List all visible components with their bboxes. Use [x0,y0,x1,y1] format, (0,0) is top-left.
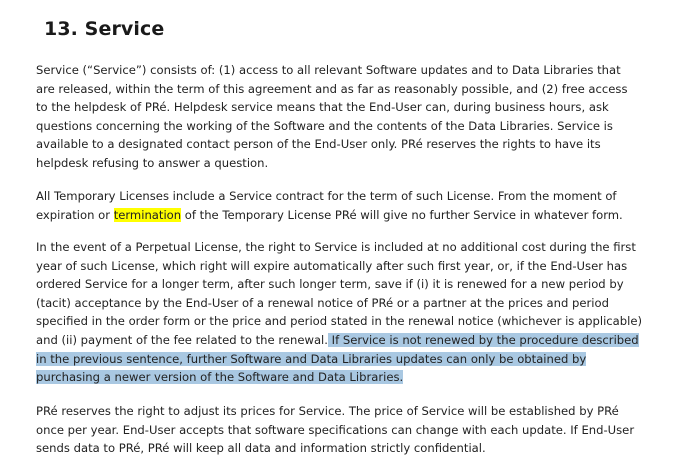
paragraph-temporary-licenses[interactable] [36,187,642,224]
paragraph-service-definition[interactable]: Service (“Service”) consists of: (1) access to all relevant Software updates and to Data Libraries that are released, within the term of this agreement and as far as reasonably possible, and (2) free access to the helpdesk of PRé. Helpdesk service means that the End-User can, during business hours, ask questions concerning the working of the Software and the contents of the Data Libraries. Service is available to a designated contact person of the End-User only. PRé reserves the rights to have its helpdesk refusing to answer a question. [36,63,628,170]
highlighted-term-termination: termination [113,207,182,222]
paragraph-text: In the event of a Perpetual License, the right to Service is included at no additional cost during the first year of such License, which right will expire automatically after such first year, or, if the End-User has ordered Service for a longer term, after such longer term, save if (i) it is renewed for a new period by (tacit) acceptance by the End-User of a renewal notice of PRé or a partner at the prices and period specified in the order form or the price and period stated in the renewal notice (whichever is applicable) and (ii) payment of the fee related to the renewal. [36,240,643,347]
section-heading: 13. Service [44,18,165,40]
paragraph-text: All Temporary Licenses include a Service contract for the term of such License. From the moment of expiration or [36,189,617,222]
paragraph-text: of the Temporary License PRé will give no further Service in whatever form. [181,207,623,222]
paragraph-price-adjustment[interactable]: PRé reserves the right to adjust its prices for Service. The price of Service will be established by PRé once per year. End-User accepts that software specifications can change with each update. If End-User sends data to PRé, PRé will keep all data and information strictly confidential. [36,404,635,456]
selected-text[interactable]: If Service is not renewed by the procedure described in the previous sentence, further Software and Data Libraries updates can only be obtained by purchasing a newer version of the Software and Data Libraries. [36,332,639,385]
paragraph-perpetual-license[interactable] [36,238,642,387]
